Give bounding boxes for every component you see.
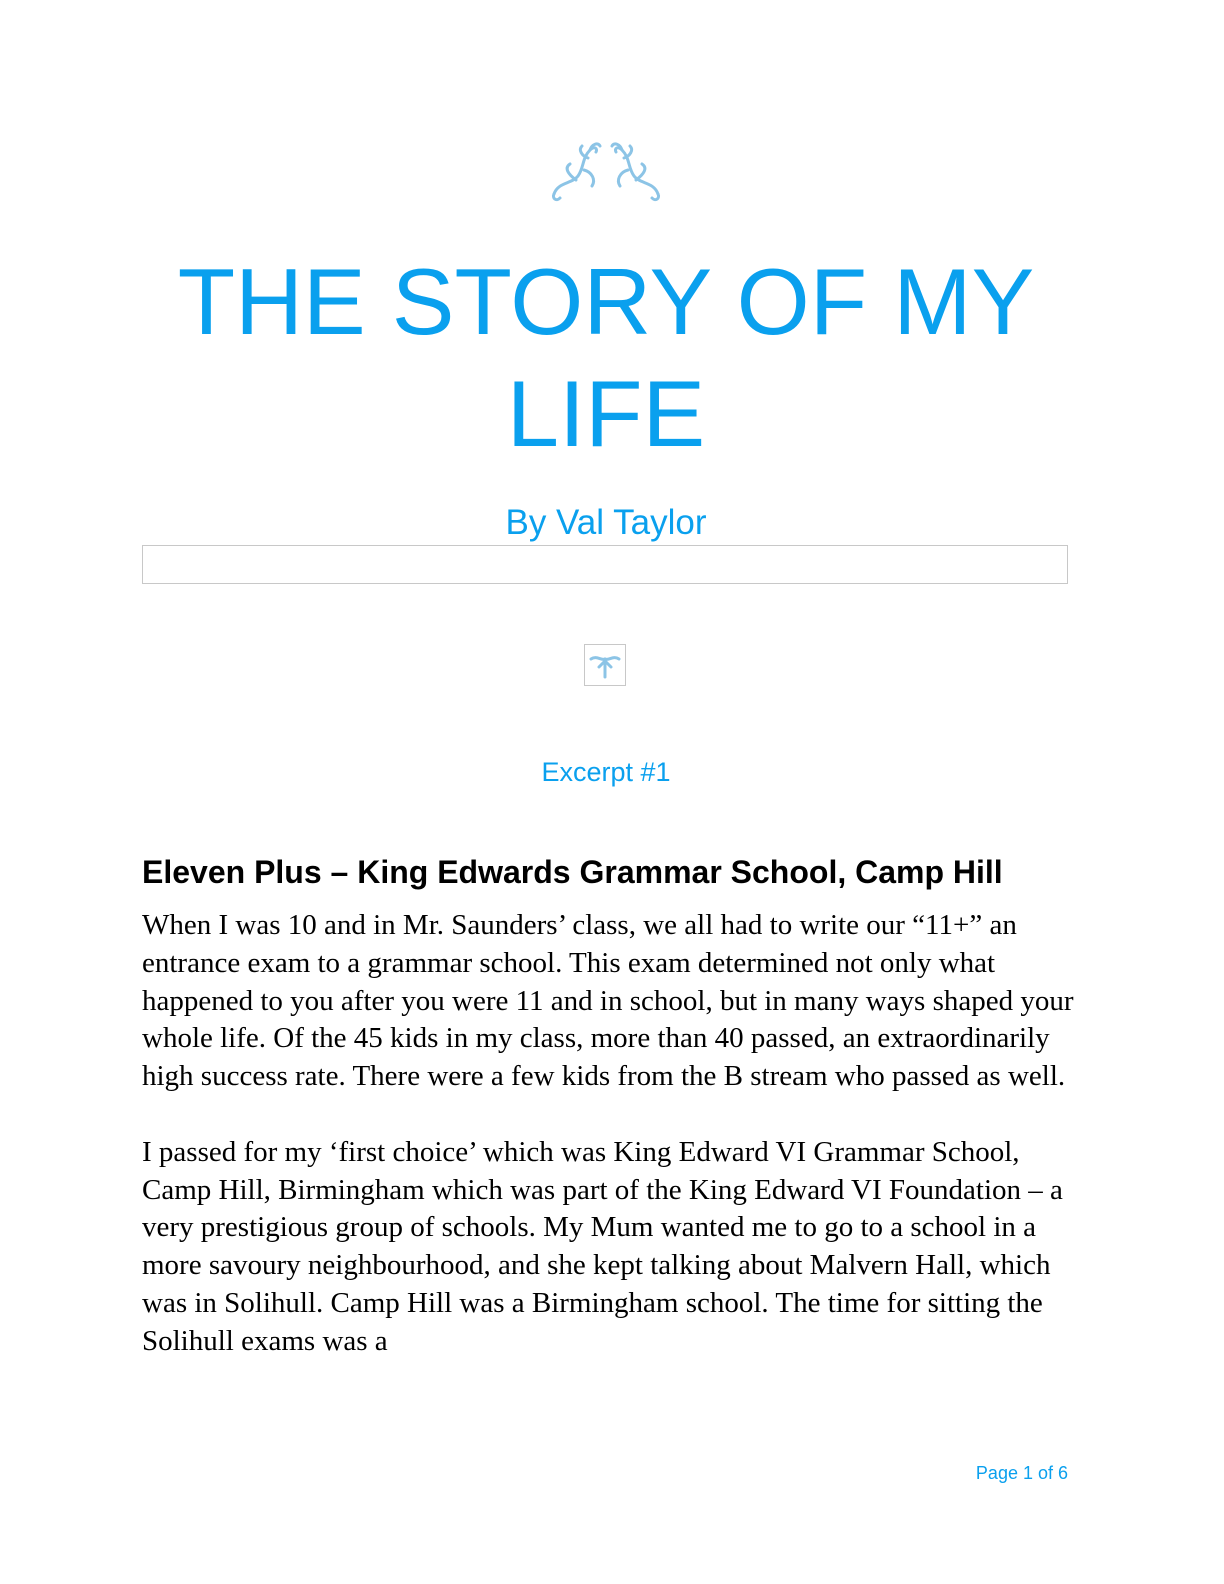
floral-divider-ornament-icon xyxy=(584,644,626,686)
author-byline: By Val Taylor xyxy=(505,503,707,542)
body-text xyxy=(142,907,1082,1398)
document-title: THE STORY OF MY LIFE xyxy=(177,249,1035,466)
empty-text-box xyxy=(142,545,1068,584)
floral-scroll-ornament-icon xyxy=(548,140,664,204)
excerpt-label: Excerpt #1 xyxy=(541,757,671,787)
page-number: Page 1 of 6 xyxy=(975,1463,1068,1483)
section-heading: Eleven Plus – King Edwards Grammar School, Camp Hill xyxy=(142,854,1003,890)
paragraph: I passed for my ‘first choice’ which was King Edward VI Grammar School, Camp Hill, Birmingham which was part of the King Edward VI Foundation – a very prestigious group of schools. My Mum wanted me to go to a school in a more savoury neighbourhood, and she kept talking about Malvern Hall, which was in Solihull. Camp Hill was a Birmingham school. The time for sitting the Solihull exams was a xyxy=(142,1135,1063,1357)
paragraph: When I was 10 and in Mr. Saunders’ class, we all had to write our “11+” an entrance exam to a grammar school. This exam determined not only what happened to you after you were 11 and in school, but in many ways shaped your whole life. Of the 45 kids in my class, more than 40 passed, an extraordinarily high success rate. There were a few kids from the B stream who passed as well. xyxy=(142,909,1074,1093)
